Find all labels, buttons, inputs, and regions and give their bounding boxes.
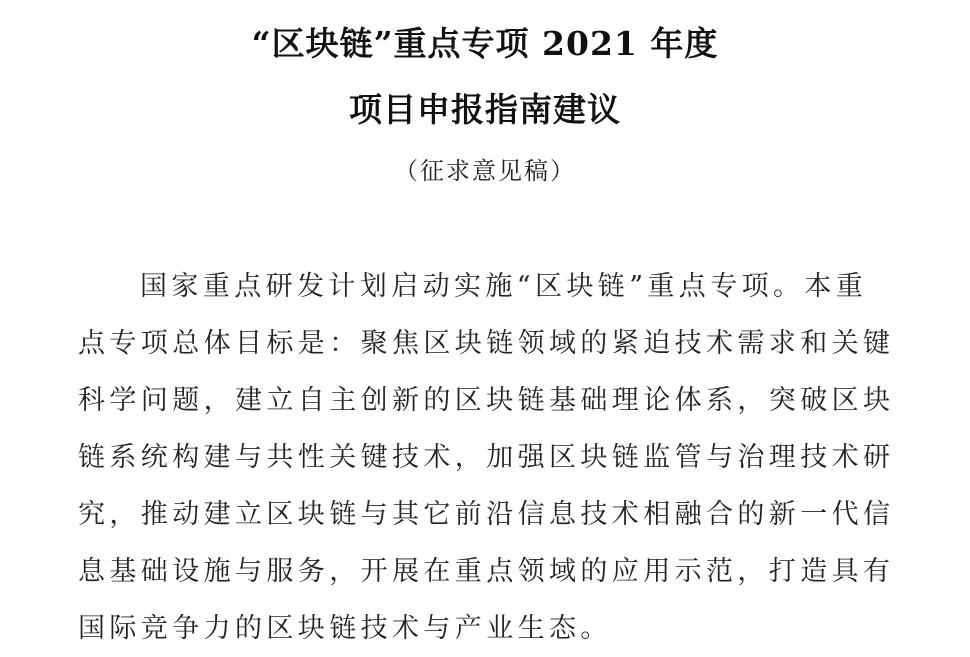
document-title-line-1: “区块链”重点专项 2021 年度	[251, 24, 719, 63]
paragraph-line: 息基础设施与服务，开展在重点领域的应用示范，打造具有	[78, 556, 895, 587]
paragraph-line: 究，推动建立区块链与其它前沿信息技术相融合的新一代信	[78, 499, 895, 530]
paragraph-line: 科学问题，建立自主创新的区块链基础理论体系，突破区块	[78, 385, 895, 416]
body-paragraph	[78, 258, 908, 657]
paragraph-line: 点专项总体目标是：聚焦区块链领域的紧迫技术需求和关键	[78, 328, 895, 359]
paragraph-line: 国家重点研发计划启动实施“区块链”重点专项。本重	[140, 271, 868, 302]
document-subtitle: （征求意见稿）	[394, 157, 576, 185]
paragraph-line: 国际竞争力的区块链技术与产业生态。	[78, 613, 612, 644]
document-title-line-2: 项目申报指南建议	[349, 90, 621, 129]
paragraph-line: 链系统构建与共性关键技术，加强区块链监管与治理技术研	[78, 442, 895, 473]
